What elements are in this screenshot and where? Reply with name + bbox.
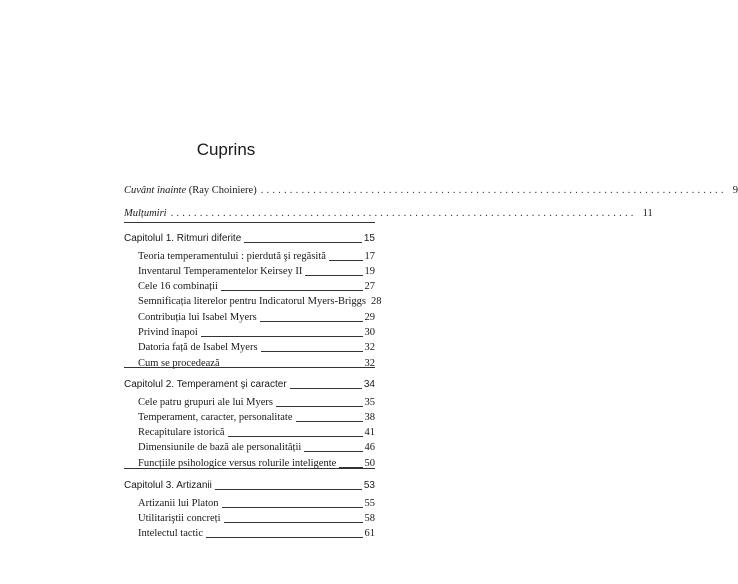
page-number: 53	[363, 480, 375, 491]
chapter-title: Capitolul 1. Ritmuri diferite	[124, 233, 242, 244]
page-number: 58	[364, 512, 375, 524]
leader-line	[221, 290, 363, 291]
section-title: Cele 16 combinații	[138, 281, 218, 293]
page-number: 30	[364, 327, 375, 338]
page-number: 35	[364, 396, 375, 408]
section-title: Teoria temperamentului : pierdută şi regăsită	[138, 250, 326, 262]
leader-line	[215, 489, 362, 490]
toc-section-entry[interactable]	[138, 311, 375, 325]
toc-chapter-entry[interactable]	[124, 378, 375, 392]
toc-section-entry[interactable]	[138, 426, 375, 440]
dot-leader: ................................................................................	[260, 185, 727, 196]
toc-section-entry[interactable]	[138, 411, 375, 425]
leader-line	[260, 321, 363, 322]
chapter-title: Capitolul 3. Artizanii	[124, 480, 212, 491]
leader-line	[201, 336, 363, 337]
section-title: Privind înapoi	[138, 327, 198, 338]
page-number: 9	[732, 185, 738, 196]
dot-leader: ................................................................................	[170, 208, 637, 219]
toc-section-entry[interactable]	[138, 280, 375, 294]
section-title: Artizanii lui Platon	[138, 497, 219, 509]
toc-front-entry[interactable]	[124, 207, 653, 221]
toc-section-entry[interactable]	[138, 497, 375, 511]
leader-line	[276, 406, 362, 407]
toc-section-entry[interactable]	[138, 441, 375, 455]
page-number: 19	[364, 265, 375, 277]
leader-line	[304, 451, 362, 452]
toc-section-entry[interactable]	[138, 357, 375, 371]
section-title: Datoria față de Isabel Myers	[138, 342, 258, 354]
page-number: 55	[364, 497, 375, 509]
section-title: Intelectul tactic	[138, 528, 204, 540]
page-number: 46	[364, 442, 375, 454]
toc-section-entry[interactable]	[138, 512, 375, 526]
leader-line	[228, 436, 363, 437]
page-number: 34	[363, 379, 375, 390]
leader-line	[244, 242, 362, 243]
page-title: Cuprins	[196, 140, 256, 159]
page-number: 41	[364, 427, 375, 439]
leader-line	[222, 507, 363, 508]
section-title: Dimensiunile de bază ale personalității	[138, 442, 302, 454]
page-number: 11	[642, 208, 653, 219]
toc-section-entry[interactable]	[138, 527, 375, 541]
leader-line	[296, 421, 363, 422]
toc-section-entry[interactable]	[138, 295, 382, 309]
section-title: Utilitariştii concreți	[138, 512, 221, 524]
leader-line	[290, 388, 362, 389]
section-title: Cele patru grupuri ale lui Myers	[138, 396, 274, 408]
page-number: 17	[364, 250, 375, 262]
entry-label-plain: (Ray Choiniere)	[186, 185, 257, 196]
section-title: Inventarul Temperamentelor Keirsey II	[138, 265, 303, 277]
chapter-title: Capitolul 2. Temperament şi caracter	[124, 379, 287, 390]
page-number: 32	[364, 342, 375, 354]
page-number: 61	[364, 528, 375, 540]
page-number: 38	[364, 411, 375, 423]
toc-front-entry[interactable]	[124, 184, 738, 198]
entry-label	[124, 184, 257, 198]
page-number: 50	[364, 457, 375, 469]
leader-line	[329, 260, 363, 261]
leader-line	[305, 275, 362, 276]
entry-label-italic: Cuvânt înainte	[124, 185, 187, 196]
toc-section-entry[interactable]	[138, 341, 375, 355]
page-number: 32	[364, 357, 375, 369]
section-title: Recapitulare istorică	[138, 427, 225, 439]
section-title: Funcțiile psihologice versus rolurile inteligente	[138, 457, 337, 469]
toc-section-entry[interactable]	[138, 326, 375, 340]
chapter-divider	[124, 468, 375, 469]
toc-chapter-entry[interactable]	[124, 479, 375, 493]
section-title: Cum se procedează	[138, 357, 220, 369]
page-number: 29	[364, 311, 375, 323]
leader-line	[261, 351, 363, 352]
page-number: 27	[364, 281, 375, 293]
leader-line	[206, 537, 362, 538]
page-number: 15	[363, 233, 375, 244]
leader-line	[224, 522, 363, 523]
toc-section-entry[interactable]	[138, 265, 375, 279]
chapter-divider	[124, 367, 375, 368]
section-title: Semnificația literelor pentru Indicatorul Myers-Briggs	[138, 296, 367, 308]
entry-label	[124, 207, 167, 221]
chapter-divider	[124, 222, 375, 223]
section-title: Contribuția lui Isabel Myers	[138, 311, 257, 323]
page-number: 28	[371, 296, 382, 308]
toc-section-entry[interactable]	[138, 396, 375, 410]
section-title: Temperament, caracter, personalitate	[138, 411, 293, 423]
toc-chapter-entry[interactable]	[124, 232, 375, 246]
entry-label-italic: Mulțumiri	[124, 208, 167, 219]
toc-section-entry[interactable]	[138, 250, 375, 264]
